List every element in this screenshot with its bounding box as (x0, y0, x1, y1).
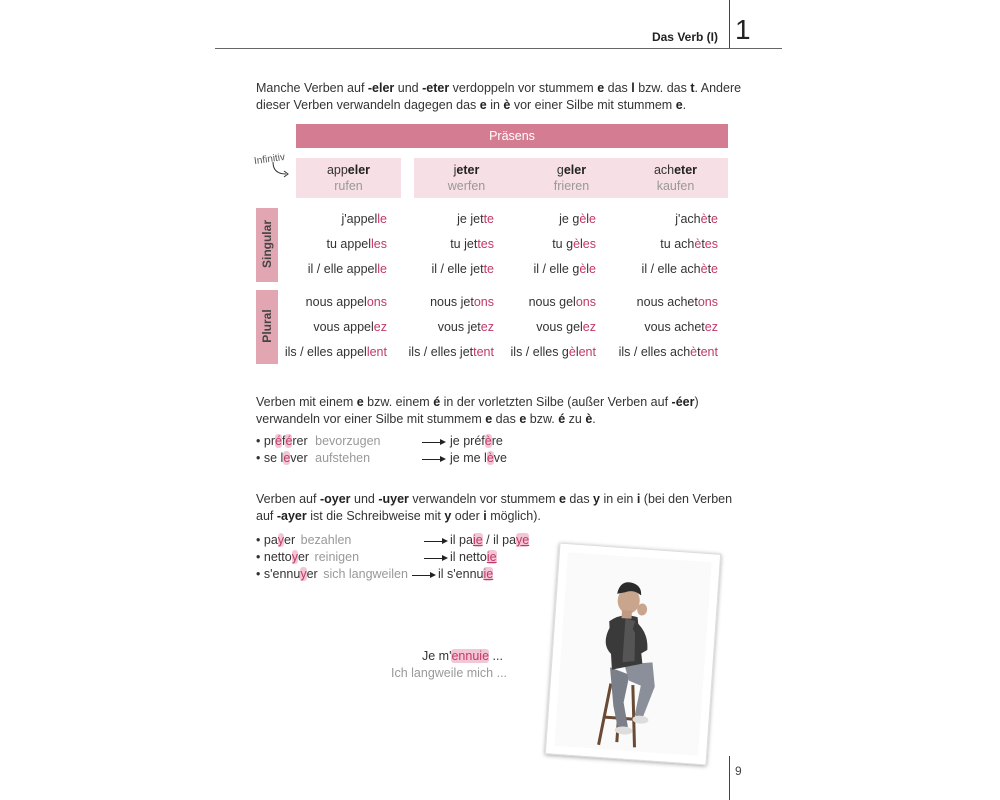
text: ons (366, 295, 387, 309)
translation: rufen (334, 179, 363, 193)
conjugation-cell (450, 237, 494, 251)
text: in ein (600, 492, 637, 506)
text: das (604, 81, 632, 95)
text: t (697, 345, 701, 359)
text: y (444, 509, 452, 523)
text: t (473, 345, 477, 359)
result-1 (450, 550, 497, 564)
text: il pa (450, 533, 473, 547)
conjugation-cell (660, 237, 718, 251)
text: l (377, 262, 381, 276)
bullet: • (256, 533, 261, 547)
text: vous achet (644, 320, 705, 334)
text: è (484, 434, 492, 448)
text: nous achet (636, 295, 698, 309)
text: e (589, 262, 596, 276)
intro-line-2 (256, 97, 741, 114)
text: e (380, 212, 387, 226)
text: (bei den Verben (640, 492, 733, 506)
section3-line-2 (256, 508, 732, 525)
page-divider (729, 756, 730, 800)
translation: sich langweilen (323, 567, 408, 581)
text: e (380, 262, 387, 276)
text: se l (263, 451, 284, 465)
text: è (568, 345, 576, 359)
intro-line-1 (256, 80, 741, 97)
text: g (556, 163, 564, 177)
caption-french (422, 649, 503, 663)
arrow-icon (424, 558, 446, 559)
text: il / elle g (533, 262, 580, 276)
text: er (306, 567, 318, 581)
text: l (575, 345, 579, 359)
section3-paragraph (256, 491, 732, 525)
text: l (580, 237, 583, 251)
text: -oyer (319, 492, 351, 506)
caption-german: Ich langweile mich ... (391, 666, 508, 680)
text: vous jet (437, 320, 481, 334)
text: möglich). (486, 509, 541, 523)
page-number: 9 (735, 764, 742, 778)
conjugation-cell (306, 295, 387, 309)
text: e (479, 98, 487, 112)
text: ... (489, 649, 503, 663)
bullet: • (256, 434, 261, 448)
result-se-lever (450, 451, 507, 465)
translation: bevorzugen (315, 434, 381, 448)
text: je me l (450, 451, 487, 465)
text: es (480, 237, 494, 251)
text: je g (559, 212, 580, 226)
text: . (592, 412, 596, 426)
header-rule (215, 48, 782, 49)
text: / il pa (482, 533, 517, 547)
text: rer (292, 434, 308, 448)
section2-line-1 (256, 394, 699, 411)
conjugation-cell (675, 212, 718, 226)
text: il / elle jet (431, 262, 484, 276)
text: t (477, 237, 481, 251)
text: -eler (367, 81, 395, 95)
text: s'ennu (263, 567, 301, 581)
text: e (487, 212, 494, 226)
infinitive (623, 158, 728, 178)
text: y (291, 550, 298, 564)
text: l (371, 237, 374, 251)
text: ) (694, 395, 699, 409)
text: è (694, 237, 702, 251)
bullet: • (256, 451, 261, 465)
text: è (700, 212, 708, 226)
photo-frame (545, 543, 721, 766)
example-se-lever (256, 451, 370, 465)
text: è (503, 98, 511, 112)
text: y (593, 492, 600, 506)
conjugation-cell (642, 262, 718, 276)
intro-paragraph (256, 80, 741, 114)
text: tu ach (660, 237, 695, 251)
text: dieser Verben verwandeln dagegen das (256, 98, 480, 112)
conjugation-cell (313, 320, 387, 334)
text: bzw. einem (363, 395, 434, 409)
text: l (377, 212, 381, 226)
text: e (487, 262, 494, 276)
text: é (285, 434, 293, 448)
text: é (433, 395, 441, 409)
text: eler (563, 163, 587, 177)
text: è (486, 451, 494, 465)
text: zu (565, 412, 586, 426)
text: e (356, 395, 364, 409)
conjugation-cell (431, 262, 494, 276)
text: è (690, 345, 698, 359)
text: vous gel (536, 320, 583, 334)
text: oder (451, 509, 484, 523)
text: t (707, 262, 712, 276)
text: re (491, 434, 503, 448)
conjugation-cell (536, 320, 596, 334)
translation: kaufen (656, 179, 695, 193)
text: il / elle ach (641, 262, 701, 276)
result-prefere (450, 434, 503, 448)
conjugation-cell (285, 345, 387, 359)
photo (554, 552, 711, 756)
text: ie (472, 533, 483, 547)
text: e (597, 81, 605, 95)
text: tu appel (326, 237, 372, 251)
text: ach (653, 163, 675, 177)
text: nous gel (528, 295, 576, 309)
text: ve (493, 451, 507, 465)
singular-label: Singular (260, 220, 274, 269)
text: e (711, 262, 718, 276)
table-header-praesens: Präsens (296, 124, 728, 148)
text: ye (516, 533, 530, 547)
conjugation-cell (438, 320, 494, 334)
text: i (636, 492, 641, 506)
text: l (586, 212, 590, 226)
text: verdoppeln vor stummem (449, 81, 598, 95)
text: Je m' (422, 649, 452, 663)
text: bzw. das (634, 81, 691, 95)
text: ils / elles appel (284, 345, 367, 359)
text: pa (263, 533, 278, 547)
chapter-title: Das Verb (I) (651, 30, 718, 44)
conjugation-cell (644, 320, 718, 334)
text: eler (347, 163, 371, 177)
text: in der vorletzten Silbe (außer Verben auf (440, 395, 672, 409)
text: ent (578, 345, 596, 359)
plural-label: Plural (260, 309, 274, 343)
text: Verben mit einem (256, 395, 357, 409)
translation: aufstehen (315, 451, 371, 465)
text: -uyer (378, 492, 409, 506)
text: f (281, 434, 286, 448)
text: . Andere (694, 81, 742, 95)
text: ver (290, 451, 308, 465)
text: tu g (552, 237, 574, 251)
conjugation-cell (308, 262, 387, 276)
example-0 (256, 533, 351, 547)
text: l (631, 81, 635, 95)
text: t (690, 81, 695, 95)
result-0 (450, 533, 529, 547)
text: vor einer Silbe mit stummem (510, 98, 676, 112)
text: . (682, 98, 687, 112)
text: nous jet (430, 295, 474, 309)
text: pr (263, 434, 275, 448)
text: e (283, 451, 291, 465)
chapter-divider (729, 0, 730, 48)
text: y (300, 567, 307, 581)
conjugation-cell (409, 345, 494, 359)
text: è (573, 237, 581, 251)
text: ennuie (451, 649, 490, 663)
text: ent (369, 345, 387, 359)
curved-arrow-icon (270, 160, 294, 180)
text: ez (373, 320, 387, 334)
conjugation-cell (552, 237, 596, 251)
text: ent (700, 345, 718, 359)
bullet: • (256, 567, 261, 581)
text: er (297, 550, 310, 564)
text: è (579, 262, 587, 276)
text: ons (473, 295, 494, 309)
text: Manche Verben auf (256, 81, 368, 95)
text: app (326, 163, 348, 177)
text: j (453, 163, 457, 177)
result-2 (438, 567, 493, 581)
text: -eter (422, 81, 450, 95)
text: in (486, 98, 504, 112)
text: ez (582, 320, 596, 334)
text: das (565, 492, 594, 506)
text: è (700, 262, 708, 276)
conjugation-cell (529, 295, 596, 309)
infinitive (296, 158, 401, 178)
text: -éer (671, 395, 695, 409)
section2-paragraph (256, 394, 699, 428)
example-prefere (256, 434, 380, 448)
text: ez (480, 320, 494, 334)
example-1 (256, 550, 359, 564)
infinitive-box-3 (623, 158, 728, 198)
conjugation-cell (533, 262, 596, 276)
text: il / elle appel (307, 262, 378, 276)
text: e (485, 412, 493, 426)
infinitiv-label: Infinitiv (253, 151, 286, 168)
section2-line-2 (256, 411, 699, 428)
text: bzw. (526, 412, 559, 426)
text: t (483, 262, 488, 276)
text: es (704, 237, 718, 251)
text: er (284, 533, 296, 547)
text: ils / elles jet (408, 345, 474, 359)
text: è (579, 212, 587, 226)
infinitive (414, 158, 519, 178)
conjugation-cell (342, 212, 387, 226)
text: eter (456, 163, 480, 177)
text: je jet (457, 212, 484, 226)
text: auf (256, 509, 277, 523)
text: j'appel (341, 212, 378, 226)
translation: frieren (553, 179, 590, 193)
text: i (483, 509, 487, 523)
text: eter (674, 163, 698, 177)
example-2 (256, 567, 408, 581)
text: é (275, 434, 282, 448)
text: t (707, 212, 712, 226)
arrow-icon (422, 442, 444, 443)
chapter-number: 1 (735, 14, 751, 45)
text: -ayer (276, 509, 307, 523)
infinitive (519, 158, 624, 178)
text: ils / elles ach (618, 345, 691, 359)
translation: bezahlen (300, 533, 352, 547)
text: nous appel (305, 295, 367, 309)
arrow-icon (422, 459, 444, 460)
infinitive-box-2 (519, 158, 624, 198)
conjugation-cell (559, 212, 596, 226)
text: und (350, 492, 379, 506)
text: es (373, 237, 387, 251)
section3-line-1 (256, 491, 732, 508)
text: Verben auf (256, 492, 320, 506)
text: ons (697, 295, 718, 309)
text: e (675, 98, 683, 112)
text: das (492, 412, 520, 426)
text: und (394, 81, 423, 95)
plural-box (256, 290, 278, 364)
conjugation-cell (511, 345, 596, 359)
text: ist die Schreibweise mit (306, 509, 445, 523)
text: ie (486, 550, 497, 564)
text: j'ach (675, 212, 701, 226)
text: il netto (450, 550, 487, 564)
singular-box (256, 208, 278, 282)
text: e (589, 212, 596, 226)
text: netto (263, 550, 292, 564)
text: je préf (450, 434, 485, 448)
conjugation-cell (619, 345, 718, 359)
text: ils / elles g (510, 345, 569, 359)
text: vous appel (313, 320, 374, 334)
text: ent (476, 345, 494, 359)
arrow-icon (412, 575, 434, 576)
text: ez (704, 320, 718, 334)
conjugation-cell (327, 237, 387, 251)
bullet: • (256, 550, 261, 564)
text: tu jet (450, 237, 478, 251)
arrow-icon (424, 541, 446, 542)
text: t (483, 212, 488, 226)
text: ons (575, 295, 596, 309)
text: t (701, 237, 705, 251)
translation: werfen (447, 179, 486, 193)
text: il s'ennu (438, 567, 484, 581)
seated-man-illustration (554, 552, 711, 756)
text: è (585, 412, 593, 426)
text: ie (483, 567, 494, 581)
text: verwandeln vor stummem (408, 492, 559, 506)
infinitive-box-0 (296, 158, 401, 198)
conjugation-cell (430, 295, 494, 309)
text: y (277, 533, 285, 547)
text: e (519, 412, 527, 426)
text: l (366, 345, 370, 359)
text: es (582, 237, 596, 251)
text: verwandeln vor einer Silbe mit stummem (256, 412, 486, 426)
translation: reinigen (314, 550, 360, 564)
conjugation-cell (457, 212, 494, 226)
infinitive-box-1 (414, 158, 519, 198)
text: l (586, 262, 590, 276)
text: é (558, 412, 566, 426)
text: e (711, 212, 718, 226)
conjugation-cell (637, 295, 718, 309)
text: e (558, 492, 566, 506)
